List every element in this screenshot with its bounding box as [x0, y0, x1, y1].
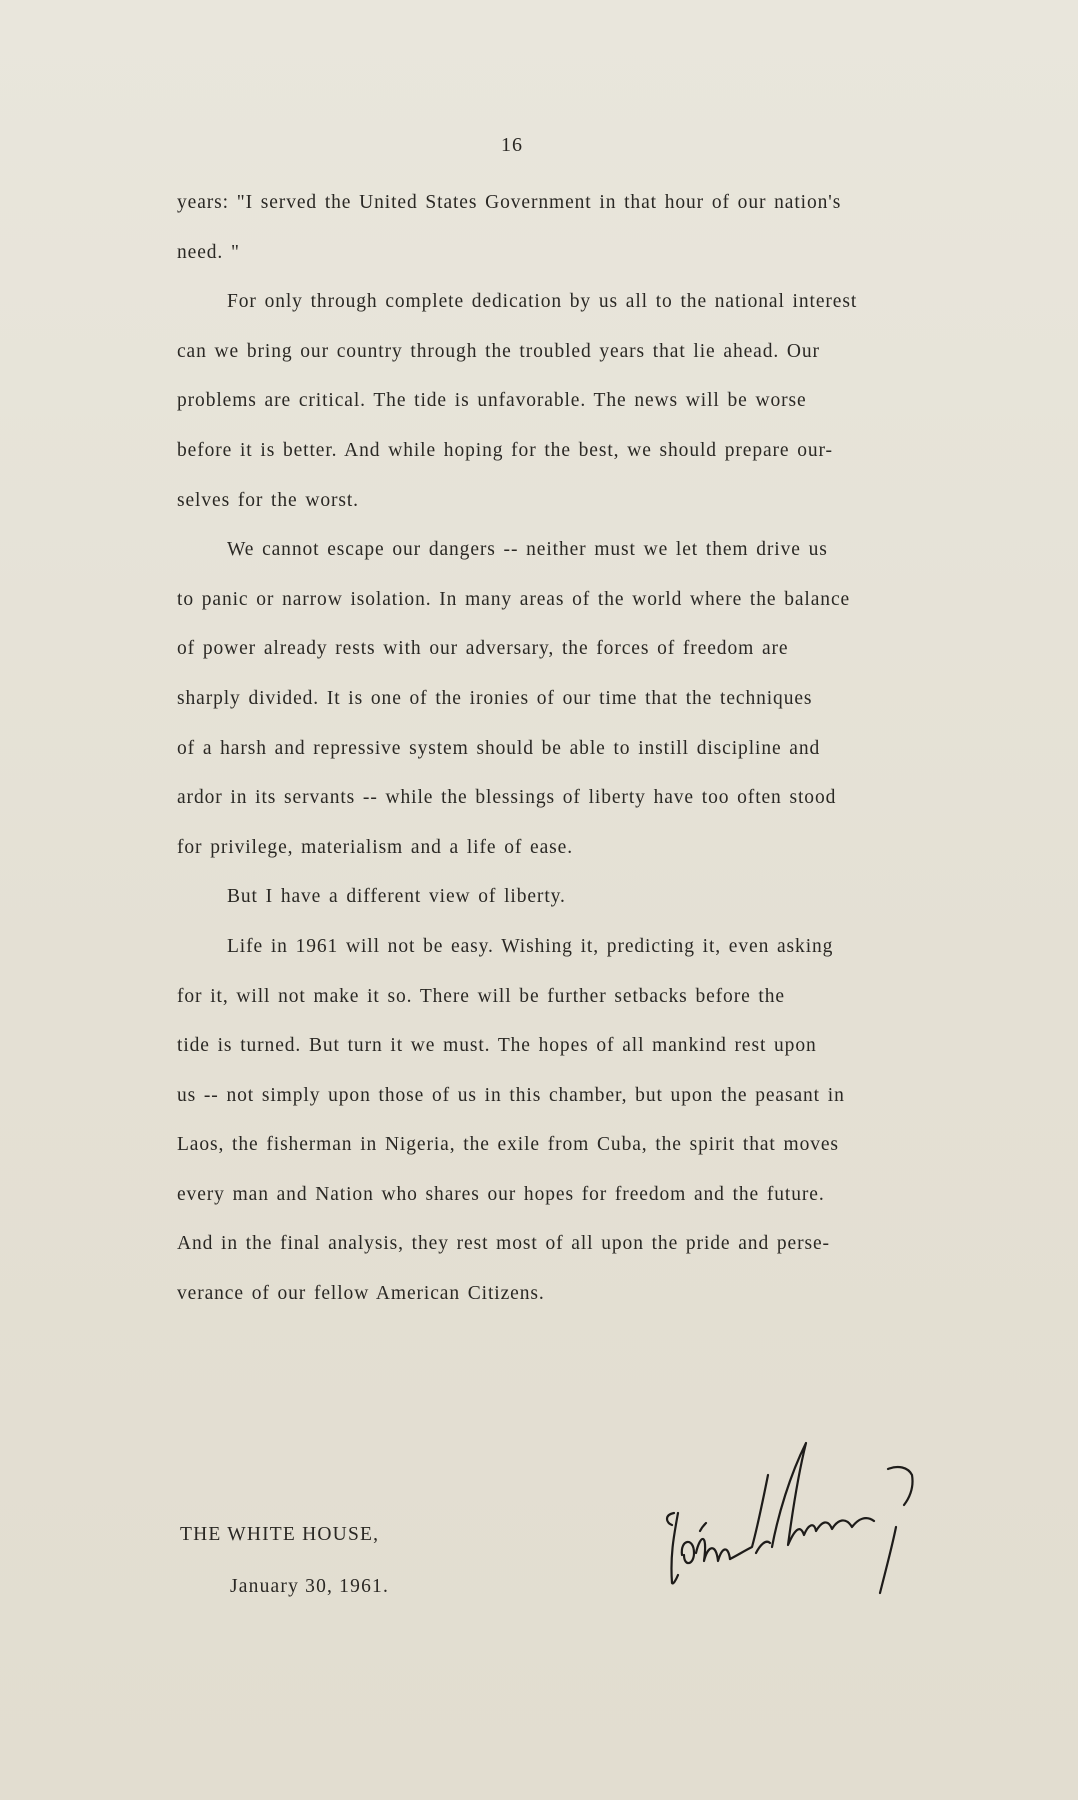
closing-block [180, 1520, 389, 1602]
text-line: tide is turned. But turn it we must. The hopes of all mankind rest upon [177, 1035, 817, 1057]
text-line: selves for the worst. [177, 489, 359, 511]
text-line: We cannot escape our dangers -- neither must we let them drive us [227, 539, 828, 561]
text-line: For only through complete dedication by us all to the national interest [227, 291, 858, 313]
text-line: need. " [177, 241, 240, 263]
text-line: problems are critical. The tide is unfavorable. The news will be worse [177, 390, 807, 412]
text-line: us -- not simply upon those of us in this chamber, but upon the peasant in [177, 1084, 845, 1106]
signature-icon [660, 1435, 940, 1615]
text-line: sharply divided. It is one of the ironies of our time that the techniques [177, 687, 813, 709]
closing-date: January 30, 1961. [230, 1576, 390, 1597]
text-line: for privilege, materialism and a life of ease. [177, 836, 573, 858]
text-line: And in the final analysis, they rest most of all upon the pride and perse- [177, 1233, 830, 1255]
body-text [177, 178, 1009, 1319]
text-line: before it is better. And while hoping for the best, we should prepare our- [177, 439, 833, 461]
text-line: of a harsh and repressive system should be able to instill discipline and [177, 737, 821, 759]
text-line: every man and Nation who shares our hopes for freedom and the future. [177, 1183, 825, 1205]
signature [660, 1435, 940, 1615]
text-line: for it, will not make it so. There will be further setbacks before the [177, 985, 785, 1007]
text-line: of power already rests with our adversary, the forces of freedom are [177, 638, 789, 660]
text-line: can we bring our country through the troubled years that lie ahead. Our [177, 340, 820, 362]
text-line: ardor in its servants -- while the blessings of liberty have too often stood [177, 787, 837, 809]
text-line: years: "I served the United States Government in that hour of our nation's [177, 192, 842, 213]
text-line: to panic or narrow isolation. In many areas of the world where the balance [177, 588, 851, 610]
text-line: Laos, the fisherman in Nigeria, the exile from Cuba, the spirit that moves [177, 1134, 839, 1156]
text-line: Life in 1961 will not be easy. Wishing it, predicting it, even asking [227, 935, 834, 957]
closing-place: THE WHITE HOUSE, [180, 1524, 380, 1545]
text-line: verance of our fellow American Citizens. [177, 1283, 545, 1305]
page-number: 16 [501, 134, 523, 156]
text-line: But I have a different view of liberty. [227, 886, 566, 908]
